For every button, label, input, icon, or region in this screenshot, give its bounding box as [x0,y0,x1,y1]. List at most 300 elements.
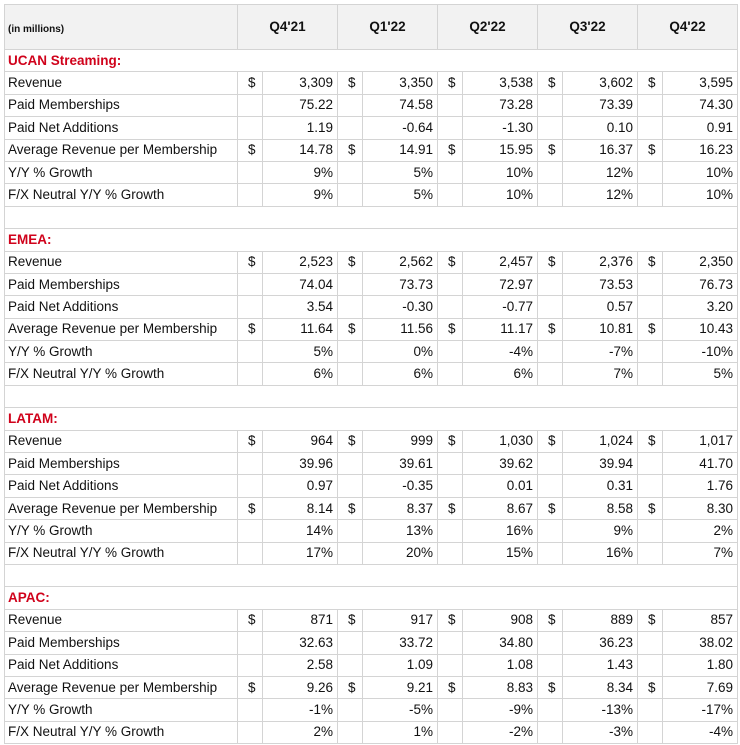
currency-symbol: $ [538,609,563,631]
currency-symbol [238,94,263,116]
table-row [5,699,738,721]
value-cell: 16.23 [663,139,738,161]
currency-symbol [638,363,663,385]
value-cell: 12% [563,161,638,183]
currency-symbol [338,542,363,564]
currency-symbol [638,453,663,475]
value-cell: -10% [663,341,738,363]
currency-symbol: $ [238,676,263,698]
currency-symbol [338,654,363,676]
table-row [5,273,738,295]
section-title: LATAM: [5,408,738,430]
currency-symbol [438,296,463,318]
currency-symbol: $ [538,430,563,452]
table-row [5,475,738,497]
row-label: Average Revenue per Membership [5,676,238,698]
value-cell: 74.04 [263,273,338,295]
row-label: Paid Memberships [5,453,238,475]
value-cell: 6% [263,363,338,385]
currency-symbol [238,721,263,743]
currency-symbol [538,542,563,564]
value-cell: 1,017 [663,430,738,452]
value-cell: 917 [363,609,438,631]
currency-symbol [338,475,363,497]
currency-symbol: $ [538,676,563,698]
value-cell: 17% [263,542,338,564]
currency-symbol: $ [438,318,463,340]
table-row [5,609,738,631]
row-label: Average Revenue per Membership [5,318,238,340]
row-label: Average Revenue per Membership [5,497,238,519]
currency-symbol [338,632,363,654]
value-cell: 2,457 [463,251,538,273]
table-row [5,542,738,564]
currency-symbol: $ [338,251,363,273]
spacer-row [5,206,738,228]
currency-symbol [538,273,563,295]
value-cell: 2.58 [263,654,338,676]
currency-symbol [538,699,563,721]
currency-symbol [438,117,463,139]
quarter-header: Q1'22 [338,5,438,50]
currency-symbol [538,161,563,183]
currency-symbol: $ [238,609,263,631]
spacer-cell [5,385,738,407]
currency-symbol [338,363,363,385]
currency-symbol [638,184,663,206]
financial-table [4,4,738,744]
quarter-header: Q4'21 [238,5,338,50]
currency-symbol: $ [338,497,363,519]
currency-symbol [238,632,263,654]
value-cell: 8.67 [463,497,538,519]
currency-symbol [538,184,563,206]
value-cell: 2,562 [363,251,438,273]
table-row [5,296,738,318]
row-label: Y/Y % Growth [5,341,238,363]
row-label: Revenue [5,609,238,631]
value-cell: -17% [663,699,738,721]
value-cell: -7% [563,341,638,363]
value-cell: 999 [363,430,438,452]
value-cell: 3,350 [363,72,438,94]
value-cell: 33.72 [363,632,438,654]
value-cell: 0.57 [563,296,638,318]
value-cell: 1.43 [563,654,638,676]
value-cell: 14% [263,520,338,542]
value-cell: 9% [263,161,338,183]
currency-symbol [238,296,263,318]
value-cell: 15.95 [463,139,538,161]
currency-symbol [638,117,663,139]
currency-symbol: $ [238,251,263,273]
currency-symbol: $ [238,139,263,161]
currency-symbol: $ [638,676,663,698]
table-row [5,363,738,385]
currency-symbol [638,520,663,542]
value-cell: 16% [463,520,538,542]
currency-symbol: $ [338,609,363,631]
currency-symbol: $ [238,72,263,94]
value-cell: 2,350 [663,251,738,273]
value-cell: 10.81 [563,318,638,340]
value-cell: 11.17 [463,318,538,340]
currency-symbol: $ [538,251,563,273]
value-cell: 32.63 [263,632,338,654]
value-cell: -9% [463,699,538,721]
currency-symbol [238,184,263,206]
value-cell: 3,538 [463,72,538,94]
value-cell: 16% [563,542,638,564]
value-cell: 11.64 [263,318,338,340]
value-cell: 871 [263,609,338,631]
currency-symbol [538,632,563,654]
currency-symbol [338,296,363,318]
table-row [5,520,738,542]
table-row [5,251,738,273]
section-title-row [5,50,738,72]
currency-symbol [238,699,263,721]
value-cell: -4% [663,721,738,743]
value-cell: 76.73 [663,273,738,295]
currency-symbol: $ [638,139,663,161]
value-cell: 20% [363,542,438,564]
currency-symbol [238,117,263,139]
value-cell: 73.39 [563,94,638,116]
spacer-cell [5,564,738,586]
currency-symbol [338,699,363,721]
currency-symbol: $ [338,318,363,340]
currency-symbol [238,161,263,183]
value-cell: 1.09 [363,654,438,676]
currency-symbol [438,699,463,721]
currency-symbol: $ [438,497,463,519]
value-cell: 14.78 [263,139,338,161]
currency-symbol [438,475,463,497]
currency-symbol: $ [338,72,363,94]
value-cell: 7% [563,363,638,385]
value-cell: 1% [363,721,438,743]
quarter-header: Q4'22 [638,5,738,50]
value-cell: 964 [263,430,338,452]
table-row [5,94,738,116]
currency-symbol [638,632,663,654]
value-cell: 3,602 [563,72,638,94]
value-cell: 6% [363,363,438,385]
currency-symbol [438,654,463,676]
currency-symbol: $ [438,251,463,273]
value-cell: 0% [363,341,438,363]
row-label: F/X Neutral Y/Y % Growth [5,363,238,385]
value-cell: 0.97 [263,475,338,497]
value-cell: -4% [463,341,538,363]
row-label: Y/Y % Growth [5,161,238,183]
value-cell: 8.30 [663,497,738,519]
value-cell: 1,030 [463,430,538,452]
value-cell: 1.19 [263,117,338,139]
value-cell: 10% [463,161,538,183]
currency-symbol [538,363,563,385]
row-label: Y/Y % Growth [5,699,238,721]
currency-symbol [338,721,363,743]
currency-symbol [638,273,663,295]
currency-symbol [338,453,363,475]
value-cell: 16.37 [563,139,638,161]
value-cell: 3.20 [663,296,738,318]
currency-symbol [638,721,663,743]
row-label: Paid Net Additions [5,296,238,318]
currency-symbol [338,161,363,183]
currency-symbol [438,363,463,385]
value-cell: -1% [263,699,338,721]
currency-symbol [538,296,563,318]
value-cell: 7% [663,542,738,564]
unit-label: (in millions) [5,5,238,50]
table-row [5,184,738,206]
value-cell: 1.08 [463,654,538,676]
currency-symbol [238,542,263,564]
value-cell: 34.80 [463,632,538,654]
row-label: F/X Neutral Y/Y % Growth [5,721,238,743]
currency-symbol: $ [338,139,363,161]
row-label: F/X Neutral Y/Y % Growth [5,184,238,206]
value-cell: 2% [263,721,338,743]
table-row [5,117,738,139]
table-row [5,139,738,161]
value-cell: 0.91 [663,117,738,139]
value-cell: 8.14 [263,497,338,519]
value-cell: 73.28 [463,94,538,116]
currency-symbol: $ [538,318,563,340]
currency-symbol [638,654,663,676]
currency-symbol: $ [638,251,663,273]
table-row [5,453,738,475]
value-cell: 8.83 [463,676,538,698]
value-cell: 9.26 [263,676,338,698]
value-cell: 0.31 [563,475,638,497]
section-title-row [5,229,738,251]
currency-symbol [538,520,563,542]
currency-symbol [238,453,263,475]
currency-symbol [238,654,263,676]
value-cell: 8.34 [563,676,638,698]
table-row [5,318,738,340]
value-cell: 5% [263,341,338,363]
currency-symbol: $ [438,609,463,631]
value-cell: 10% [663,161,738,183]
row-label: Y/Y % Growth [5,520,238,542]
currency-symbol [538,654,563,676]
value-cell: 5% [363,161,438,183]
section-title-row [5,587,738,609]
value-cell: 8.37 [363,497,438,519]
value-cell: -1.30 [463,117,538,139]
currency-symbol [438,94,463,116]
value-cell: 0.01 [463,475,538,497]
value-cell: -0.35 [363,475,438,497]
value-cell: -0.64 [363,117,438,139]
row-label: Paid Net Additions [5,117,238,139]
currency-symbol [638,699,663,721]
currency-symbol [438,721,463,743]
value-cell: 75.22 [263,94,338,116]
value-cell: 74.58 [363,94,438,116]
row-label: Revenue [5,430,238,452]
currency-symbol [238,475,263,497]
currency-symbol: $ [638,430,663,452]
currency-symbol [538,453,563,475]
currency-symbol [438,273,463,295]
currency-symbol [338,341,363,363]
value-cell: -0.30 [363,296,438,318]
spacer-row [5,564,738,586]
currency-symbol: $ [538,72,563,94]
value-cell: -5% [363,699,438,721]
value-cell: 39.94 [563,453,638,475]
currency-symbol [438,453,463,475]
value-cell: 36.23 [563,632,638,654]
currency-symbol [338,117,363,139]
value-cell: 41.70 [663,453,738,475]
value-cell: 9% [263,184,338,206]
table-row [5,676,738,698]
row-label: F/X Neutral Y/Y % Growth [5,542,238,564]
value-cell: 12% [563,184,638,206]
row-label: Paid Memberships [5,273,238,295]
value-cell: -3% [563,721,638,743]
value-cell: -0.77 [463,296,538,318]
currency-symbol: $ [538,139,563,161]
section-title: EMEA: [5,229,738,251]
table-row [5,721,738,743]
value-cell: 39.61 [363,453,438,475]
currency-symbol [638,296,663,318]
currency-symbol [538,341,563,363]
currency-symbol [638,475,663,497]
currency-symbol [338,94,363,116]
currency-symbol [238,273,263,295]
table-row [5,341,738,363]
currency-symbol [238,363,263,385]
currency-symbol [338,184,363,206]
value-cell: 38.02 [663,632,738,654]
value-cell: 9% [563,520,638,542]
value-cell: 3,595 [663,72,738,94]
table-row [5,632,738,654]
value-cell: 11.56 [363,318,438,340]
currency-symbol [238,520,263,542]
value-cell: 9.21 [363,676,438,698]
currency-symbol [538,721,563,743]
value-cell: 13% [363,520,438,542]
table-row [5,497,738,519]
value-cell: 1.76 [663,475,738,497]
currency-symbol [438,632,463,654]
currency-symbol [538,475,563,497]
value-cell: 7.69 [663,676,738,698]
value-cell: 0.10 [563,117,638,139]
currency-symbol: $ [638,318,663,340]
value-cell: 2% [663,520,738,542]
row-label: Paid Memberships [5,94,238,116]
currency-symbol: $ [638,497,663,519]
row-label: Average Revenue per Membership [5,139,238,161]
currency-symbol: $ [238,318,263,340]
currency-symbol [438,520,463,542]
value-cell: 1.80 [663,654,738,676]
value-cell: 889 [563,609,638,631]
header-row [5,5,738,50]
currency-symbol: $ [438,72,463,94]
currency-symbol [238,341,263,363]
value-cell: 8.58 [563,497,638,519]
section-title: APAC: [5,587,738,609]
quarter-header: Q3'22 [538,5,638,50]
currency-symbol [638,94,663,116]
value-cell: 2,376 [563,251,638,273]
value-cell: 10% [463,184,538,206]
table-row [5,161,738,183]
currency-symbol [538,94,563,116]
section-title: UCAN Streaming: [5,50,738,72]
row-label: Paid Net Additions [5,475,238,497]
currency-symbol [638,161,663,183]
value-cell: 10% [663,184,738,206]
row-label: Paid Net Additions [5,654,238,676]
value-cell: 5% [663,363,738,385]
row-label: Paid Memberships [5,632,238,654]
value-cell: 6% [463,363,538,385]
currency-symbol [438,161,463,183]
currency-symbol [438,542,463,564]
value-cell: 74.30 [663,94,738,116]
value-cell: 39.62 [463,453,538,475]
currency-symbol: $ [238,430,263,452]
value-cell: -13% [563,699,638,721]
value-cell: 3,309 [263,72,338,94]
currency-symbol [338,520,363,542]
value-cell: -2% [463,721,538,743]
currency-symbol [538,117,563,139]
currency-symbol: $ [438,676,463,698]
table-row [5,72,738,94]
currency-symbol: $ [638,609,663,631]
table-row [5,654,738,676]
value-cell: 10.43 [663,318,738,340]
value-cell: 39.96 [263,453,338,475]
row-label: Revenue [5,251,238,273]
currency-symbol: $ [238,497,263,519]
value-cell: 15% [463,542,538,564]
currency-symbol [438,341,463,363]
value-cell: 2,523 [263,251,338,273]
currency-symbol: $ [338,430,363,452]
value-cell: 73.53 [563,273,638,295]
currency-symbol: $ [638,72,663,94]
value-cell: 73.73 [363,273,438,295]
value-cell: 5% [363,184,438,206]
quarter-header: Q2'22 [438,5,538,50]
spacer-cell [5,206,738,228]
spacer-row [5,385,738,407]
currency-symbol: $ [438,139,463,161]
value-cell: 908 [463,609,538,631]
currency-symbol [338,273,363,295]
value-cell: 72.97 [463,273,538,295]
row-label: Revenue [5,72,238,94]
currency-symbol [638,341,663,363]
value-cell: 3.54 [263,296,338,318]
